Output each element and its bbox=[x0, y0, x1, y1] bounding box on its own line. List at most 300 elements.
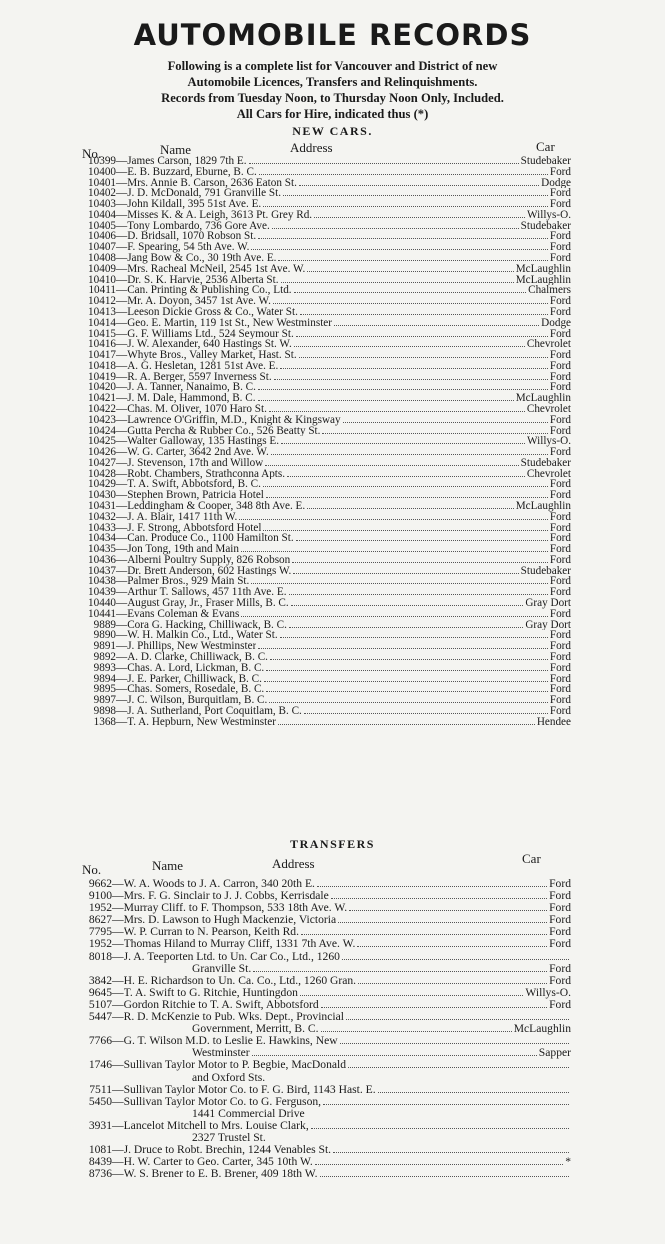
dash-separator: — bbox=[116, 296, 128, 307]
dash-separator: — bbox=[112, 926, 124, 939]
dot-leader bbox=[280, 637, 548, 638]
owner-entry: 2327 Trustel St. bbox=[192, 1131, 266, 1144]
transfer-row bbox=[0, 926, 665, 938]
new-car-row bbox=[0, 587, 665, 598]
transfer-row bbox=[0, 1144, 665, 1156]
car-make: Ford bbox=[549, 544, 571, 555]
dash-separator: — bbox=[116, 576, 128, 588]
dash-separator: — bbox=[116, 544, 128, 555]
intro-line: All Cars for Hire, indicated thus (*) bbox=[236, 107, 429, 121]
dash-separator: — bbox=[116, 209, 128, 221]
owner-entry: Dr. Brett Anderson, 602 Hastings W. bbox=[127, 565, 292, 577]
dash-separator: — bbox=[116, 705, 128, 717]
dash-separator: — bbox=[116, 231, 128, 243]
new-car-row bbox=[0, 361, 665, 372]
record-number: 9662 bbox=[88, 878, 112, 890]
car-make: Ford bbox=[549, 914, 571, 927]
dot-leader bbox=[253, 971, 547, 972]
dot-leader bbox=[307, 508, 513, 509]
transfer-row bbox=[0, 1168, 665, 1180]
owner-entry: A. G. Hesletan, 1281 51st Ave. E. bbox=[127, 360, 279, 372]
owner-entry: Stephen Brown, Patricia Hotel bbox=[127, 490, 264, 501]
dot-leader bbox=[304, 713, 548, 714]
intro-text bbox=[0, 58, 665, 122]
new-car-row bbox=[0, 275, 665, 286]
dot-leader bbox=[263, 530, 547, 531]
owner-entry: Robt. Chambers, Strathconna Apts. bbox=[127, 468, 286, 480]
car-make: Ford bbox=[549, 902, 571, 915]
new-cars-list bbox=[0, 156, 665, 727]
car-make: Ford bbox=[549, 705, 571, 717]
dot-leader bbox=[299, 357, 548, 358]
new-car-row bbox=[0, 285, 665, 296]
car-make: Ford bbox=[549, 998, 571, 1011]
record-number: 8439 bbox=[88, 1156, 112, 1169]
car-make: Ford bbox=[549, 974, 571, 987]
new-car-row bbox=[0, 242, 665, 253]
car-make: Ford bbox=[549, 199, 571, 210]
dot-leader bbox=[241, 551, 548, 552]
dot-leader bbox=[271, 454, 548, 455]
owner-entry: Dr. S. K. Harvie, 2536 Alberta St. bbox=[127, 274, 279, 286]
owner-entry: Granville St. bbox=[192, 962, 252, 975]
new-car-row bbox=[0, 469, 665, 480]
owner-entry: Can. Printing & Publishing Co., Ltd. bbox=[127, 285, 292, 297]
dash-separator: — bbox=[112, 974, 124, 987]
transfer-row bbox=[0, 1059, 665, 1071]
dash-separator: — bbox=[112, 1168, 124, 1181]
owner-entry: T. A. Swift to G. Ritchie, Huntingdon bbox=[123, 986, 298, 999]
car-make: McLaughlin bbox=[515, 501, 571, 512]
dot-leader bbox=[314, 217, 525, 218]
owner-entry: Thomas Hiland to Murray Cliff, 1331 7th Ave. W. bbox=[123, 938, 356, 951]
owner-entry: Gutta Percha & Rubber Co., 526 Beatty St. bbox=[127, 425, 321, 437]
car-make: Ford bbox=[549, 490, 571, 501]
col-name-header: Name bbox=[160, 142, 192, 157]
dot-leader bbox=[281, 443, 525, 444]
record-number: 10401 bbox=[88, 177, 116, 189]
owner-entry: J. A. Blair, 1417 11th W. bbox=[127, 511, 238, 523]
dot-leader bbox=[343, 422, 548, 423]
dash-separator: — bbox=[116, 501, 128, 512]
record-number: 9891 bbox=[93, 641, 116, 652]
new-car-row bbox=[0, 490, 665, 501]
record-number: 10438 bbox=[88, 576, 116, 588]
new-car-row bbox=[0, 350, 665, 361]
new-car-row bbox=[0, 415, 665, 426]
owner-entry: T. A. Swift, Abbotsford, B. C. bbox=[127, 479, 261, 491]
dot-leader bbox=[321, 1007, 547, 1008]
car-make: Ford bbox=[549, 641, 571, 652]
dot-leader bbox=[289, 627, 523, 628]
owner-entry: Mrs. Racheal McNeil, 2545 1st Ave. W. bbox=[127, 263, 306, 275]
dot-leader bbox=[266, 670, 548, 671]
owner-entry: J. E. Parker, Chilliwack, B. C. bbox=[127, 673, 262, 685]
car-make: Ford bbox=[549, 608, 571, 620]
transfer-row bbox=[0, 1011, 665, 1023]
dash-separator: — bbox=[116, 274, 128, 286]
owner-entry: Geo. E. Martin, 119 1st St., New Westminster bbox=[127, 317, 332, 329]
car-make: Ford bbox=[549, 962, 571, 975]
record-number: 9892 bbox=[93, 651, 116, 663]
owner-entry: J. W. Alexander, 640 Hastings St. W. bbox=[127, 339, 292, 351]
owner-entry: Lancelot Mitchell to Mrs. Louise Clark, bbox=[123, 1119, 309, 1132]
dash-separator: — bbox=[116, 360, 128, 372]
transfer-row bbox=[0, 1156, 665, 1168]
transfer-row bbox=[0, 1120, 665, 1132]
owner-entry: W. P. Curran to N. Pearson, Keith Rd. bbox=[123, 926, 299, 939]
dash-separator: — bbox=[112, 986, 124, 999]
record-number: 10426 bbox=[88, 447, 116, 458]
dash-separator: — bbox=[112, 1083, 124, 1096]
dash-separator: — bbox=[116, 598, 128, 609]
dash-separator: — bbox=[112, 1144, 124, 1157]
record-number: 9889 bbox=[93, 619, 116, 631]
record-number: 10402 bbox=[88, 188, 116, 200]
dash-separator: — bbox=[116, 166, 128, 178]
car-make: Ford bbox=[549, 382, 571, 394]
record-number: 9890 bbox=[93, 630, 116, 642]
dash-separator: — bbox=[116, 328, 128, 340]
dot-leader bbox=[281, 282, 514, 283]
transfer-row bbox=[0, 951, 665, 963]
owner-entry: and Oxford Sts. bbox=[192, 1071, 266, 1084]
car-make: McLaughlin bbox=[515, 263, 571, 275]
dash-separator: — bbox=[112, 1119, 124, 1132]
car-make: Gray Dort bbox=[525, 619, 571, 631]
dot-leader bbox=[296, 336, 548, 337]
record-number: 10433 bbox=[88, 522, 116, 534]
dot-leader bbox=[266, 691, 548, 692]
new-car-row bbox=[0, 231, 665, 242]
dash-separator: — bbox=[116, 662, 128, 674]
car-make: Ford bbox=[549, 587, 571, 599]
dot-leader bbox=[239, 519, 548, 520]
transfer-row bbox=[0, 878, 665, 890]
new-car-row bbox=[0, 221, 665, 232]
dash-separator: — bbox=[116, 199, 128, 210]
owner-entry: W. H. Malkin Co., Ltd., Water St. bbox=[127, 630, 278, 642]
record-number: 10436 bbox=[88, 554, 116, 566]
dot-leader bbox=[258, 389, 548, 390]
dot-leader bbox=[321, 1031, 512, 1032]
dot-leader bbox=[334, 325, 539, 326]
record-number: 3931 bbox=[88, 1119, 112, 1132]
car-make: Studebaker bbox=[520, 457, 571, 469]
car-make: Ford bbox=[549, 890, 571, 903]
new-cars-heading: NEW CARS. bbox=[292, 124, 373, 138]
owner-entry: W. G. Carter, 3642 2nd Ave. W. bbox=[127, 447, 269, 458]
car-make: Willys-O. bbox=[527, 436, 571, 448]
car-make: Dodge bbox=[541, 317, 571, 329]
dot-leader bbox=[252, 1055, 537, 1056]
new-car-row bbox=[0, 576, 665, 587]
dot-leader bbox=[322, 433, 547, 434]
dash-separator: — bbox=[116, 684, 128, 696]
new-car-row bbox=[0, 296, 665, 307]
car-make: Ford bbox=[549, 554, 571, 566]
transfers-list bbox=[0, 878, 665, 1180]
dot-leader bbox=[287, 476, 525, 477]
dot-leader bbox=[317, 886, 547, 887]
new-car-row bbox=[0, 695, 665, 706]
car-make: Ford bbox=[549, 630, 571, 642]
dot-leader bbox=[272, 228, 519, 229]
car-make: Ford bbox=[549, 166, 571, 178]
car-make: McLaughlin bbox=[515, 274, 571, 286]
record-number: 9895 bbox=[93, 684, 116, 696]
dash-separator: — bbox=[112, 998, 124, 1011]
new-car-row bbox=[0, 533, 665, 544]
new-car-row bbox=[0, 479, 665, 490]
owner-entry: Gordon Ritchie to T. A. Swift, Abbotsford bbox=[123, 998, 319, 1011]
new-car-row bbox=[0, 706, 665, 717]
car-make: Ford bbox=[549, 878, 571, 890]
col-address-header: Address bbox=[290, 140, 333, 155]
owner-entry: J. A. Sutherland, Port Coquitlam, B. C. bbox=[127, 705, 302, 717]
dot-leader bbox=[293, 573, 518, 574]
owner-entry: Jon Tong, 19th and Main bbox=[127, 544, 240, 555]
owner-entry: G. F. Williams Ltd., 524 Seymour St. bbox=[127, 328, 294, 340]
dash-separator: — bbox=[112, 1011, 124, 1024]
dot-leader bbox=[338, 922, 547, 923]
owner-entry: Whyte Bros., Valley Market, Hast. St. bbox=[127, 350, 297, 361]
car-make: Ford bbox=[549, 673, 571, 685]
owner-entry: Alberni Poultry Supply, 826 Robson bbox=[127, 554, 291, 566]
transfers-col-car-header: Car bbox=[522, 851, 541, 866]
intro-line: Following is a complete list for Vancouver and District of new bbox=[167, 59, 498, 73]
car-make: Hendee bbox=[536, 716, 571, 728]
record-number: 1746 bbox=[88, 1059, 112, 1072]
dot-leader bbox=[258, 648, 548, 649]
car-make: Ford bbox=[549, 296, 571, 307]
car-make: * bbox=[565, 1156, 571, 1169]
car-make: Ford bbox=[549, 231, 571, 243]
dot-leader bbox=[289, 594, 548, 595]
transfers-col-name-header: Name bbox=[152, 858, 184, 873]
transfer-row bbox=[0, 1047, 665, 1059]
new-car-row bbox=[0, 307, 665, 318]
record-number: 10420 bbox=[88, 382, 116, 394]
owner-entry: T. A. Hepburn, New Westminster bbox=[127, 716, 276, 728]
record-number: 10399 bbox=[88, 156, 116, 167]
car-make: Willys-O. bbox=[525, 986, 571, 999]
owner-entry: G. T. Wilson M.D. to Leslie E. Hawkins, New bbox=[123, 1035, 338, 1048]
car-make: Ford bbox=[549, 306, 571, 318]
record-number: 9897 bbox=[93, 695, 116, 706]
record-number: 10419 bbox=[88, 371, 116, 383]
owner-entry: Leeson Dickie Gross & Co., Water St. bbox=[127, 306, 298, 318]
dash-separator: — bbox=[112, 914, 124, 927]
new-car-row bbox=[0, 253, 665, 264]
dash-separator: — bbox=[116, 350, 128, 361]
car-make: Studebaker bbox=[520, 565, 571, 577]
dot-leader bbox=[269, 411, 525, 412]
record-number: 10414 bbox=[88, 317, 116, 329]
dot-leader bbox=[291, 605, 524, 606]
car-make: Ford bbox=[549, 242, 571, 254]
record-number: 5447 bbox=[88, 1011, 112, 1024]
dot-leader bbox=[266, 497, 548, 498]
owner-entry: Leddingham & Cooper, 348 8th Ave. E. bbox=[127, 501, 306, 512]
record-number: 10413 bbox=[88, 306, 116, 318]
record-number: 10400 bbox=[88, 166, 116, 178]
car-make: Ford bbox=[549, 522, 571, 534]
car-make: Ford bbox=[549, 926, 571, 939]
dash-separator: — bbox=[116, 425, 128, 437]
dot-leader bbox=[265, 465, 518, 466]
record-number: 10407 bbox=[88, 242, 116, 254]
dot-leader bbox=[294, 292, 527, 293]
dot-leader bbox=[348, 1067, 569, 1068]
car-make: Ford bbox=[549, 684, 571, 696]
owner-entry: J. D. McDonald, 791 Granville St. bbox=[127, 188, 281, 200]
record-number: 10405 bbox=[88, 220, 116, 232]
page-title: AUTOMOBILE RECORDS bbox=[133, 18, 532, 52]
record-number: 10416 bbox=[88, 339, 116, 351]
record-number: 10432 bbox=[88, 511, 116, 523]
record-number: 10428 bbox=[88, 468, 116, 480]
transfer-row bbox=[0, 999, 665, 1011]
owner-entry: Government, Merritt, B. C. bbox=[192, 1023, 319, 1036]
owner-entry: J. C. Wilson, Burquitlam, B. C. bbox=[127, 695, 268, 706]
car-make: Ford bbox=[549, 695, 571, 706]
new-car-row bbox=[0, 372, 665, 383]
dot-leader bbox=[331, 898, 547, 899]
car-make: Ford bbox=[549, 414, 571, 426]
record-number: 10439 bbox=[88, 587, 116, 599]
dot-leader bbox=[294, 346, 525, 347]
owner-entry: August Gray, Jr., Fraser Mills, B. C. bbox=[127, 598, 289, 609]
owner-entry: James Carson, 1829 7th E. bbox=[127, 156, 247, 167]
record-number: 10422 bbox=[88, 403, 116, 415]
owner-entry: John Kildall, 395 51st Ave. E. bbox=[127, 199, 262, 210]
owner-entry: Jang Bow & Co., 30 19th Ave. E. bbox=[127, 253, 277, 264]
record-number: 10403 bbox=[88, 199, 116, 210]
dash-separator: — bbox=[116, 220, 128, 232]
dash-separator: — bbox=[116, 630, 128, 642]
record-number: 5107 bbox=[88, 998, 112, 1011]
transfer-row bbox=[0, 1035, 665, 1047]
record-number: 10408 bbox=[88, 253, 116, 264]
dash-separator: — bbox=[116, 306, 128, 318]
owner-entry: J. A. Teeporten Ltd. to Un. Car Co., Ltd., 1260 bbox=[123, 950, 340, 963]
new-car-row bbox=[0, 436, 665, 447]
transfers-col-no-header: No. bbox=[82, 862, 102, 877]
owner-entry: Evans Coleman & Evans bbox=[127, 608, 240, 620]
car-make: Ford bbox=[549, 188, 571, 200]
car-make: Chalmers bbox=[528, 285, 571, 297]
new-car-row bbox=[0, 382, 665, 393]
dash-separator: — bbox=[116, 641, 128, 652]
record-number: 7795 bbox=[88, 926, 112, 939]
record-number: 10404 bbox=[88, 209, 116, 221]
car-make: Chevrolet bbox=[526, 339, 571, 351]
owner-entry: Sullivan Taylor Motor to P. Begbie, MacDonald bbox=[123, 1059, 347, 1072]
record-number: 10431 bbox=[88, 501, 116, 512]
new-car-row bbox=[0, 339, 665, 350]
owner-entry: Mrs. D. Lawson to Hugh Mackenzie, Victoria bbox=[123, 914, 337, 927]
owner-entry: R. D. McKenzie to Pub. Wks. Dept., Provincial bbox=[123, 1011, 344, 1024]
new-car-row bbox=[0, 156, 665, 167]
record-number: 1952 bbox=[88, 902, 112, 915]
dot-leader bbox=[320, 1176, 569, 1177]
record-number: 10415 bbox=[88, 328, 116, 340]
dash-separator: — bbox=[116, 587, 128, 599]
dot-leader bbox=[299, 185, 539, 186]
owner-entry: H. W. Carter to Geo. Carter, 345 10th W. bbox=[123, 1156, 313, 1169]
car-make: McLaughlin bbox=[515, 393, 571, 404]
new-car-row bbox=[0, 167, 665, 178]
transfers-heading: TRANSFERS bbox=[290, 837, 375, 851]
dot-leader bbox=[333, 1152, 569, 1153]
record-number: 10441 bbox=[88, 608, 116, 620]
dash-separator: — bbox=[116, 608, 128, 620]
record-number: 10429 bbox=[88, 479, 116, 491]
record-number: 9893 bbox=[93, 662, 116, 674]
owner-entry: F. Spearing, 54 5th Ave. W. bbox=[127, 242, 250, 254]
new-car-row bbox=[0, 598, 665, 609]
owner-entry: R. A. Berger, 5597 Inverness St. bbox=[127, 371, 272, 383]
car-make: Ford bbox=[549, 253, 571, 264]
record-number: 10417 bbox=[88, 350, 116, 361]
car-make: Ford bbox=[549, 576, 571, 588]
record-number: 10409 bbox=[88, 263, 116, 275]
owner-entry: Lawrence O'Griffin, M.D., Knight & Kingsway bbox=[127, 414, 341, 426]
new-car-row bbox=[0, 404, 665, 415]
car-make: McLaughlin bbox=[513, 1023, 571, 1036]
record-number: 10434 bbox=[88, 533, 116, 545]
dash-separator: — bbox=[116, 382, 128, 394]
dash-separator: — bbox=[116, 242, 128, 254]
dash-separator: — bbox=[116, 188, 128, 200]
dash-separator: — bbox=[116, 371, 128, 383]
new-car-row bbox=[0, 329, 665, 340]
dot-leader bbox=[315, 1164, 563, 1165]
new-car-row bbox=[0, 717, 665, 728]
dash-separator: — bbox=[116, 403, 128, 415]
dash-separator: — bbox=[116, 177, 128, 189]
dash-separator: — bbox=[112, 1035, 124, 1048]
dot-leader bbox=[323, 1104, 569, 1105]
car-make: Ford bbox=[549, 479, 571, 491]
new-car-row bbox=[0, 544, 665, 555]
record-number: 8627 bbox=[88, 914, 112, 927]
car-make: Ford bbox=[549, 511, 571, 523]
car-make: Chevrolet bbox=[526, 403, 571, 415]
dot-leader bbox=[251, 249, 547, 250]
dot-leader bbox=[301, 934, 547, 935]
new-car-row bbox=[0, 458, 665, 469]
record-number: 9894 bbox=[93, 673, 116, 685]
dash-separator: — bbox=[116, 468, 128, 480]
dash-separator: — bbox=[112, 1156, 124, 1169]
dash-separator: — bbox=[112, 938, 124, 951]
dash-separator: — bbox=[112, 1059, 124, 1072]
dot-leader bbox=[264, 681, 548, 682]
car-make: Ford bbox=[549, 938, 571, 951]
transfer-row bbox=[0, 963, 665, 975]
record-number: 1952 bbox=[88, 938, 112, 951]
dot-leader bbox=[241, 616, 548, 617]
dash-separator: — bbox=[116, 317, 128, 329]
owner-entry: Misses K. & A. Leigh, 3613 Pt. Grey Rd. bbox=[127, 209, 313, 221]
dot-leader bbox=[259, 174, 548, 175]
owner-entry: J. A. Tanner, Nanaimo, B. C. bbox=[127, 382, 256, 394]
new-car-row bbox=[0, 447, 665, 458]
record-number: 3842 bbox=[88, 974, 112, 987]
record-number: 10411 bbox=[88, 285, 116, 297]
